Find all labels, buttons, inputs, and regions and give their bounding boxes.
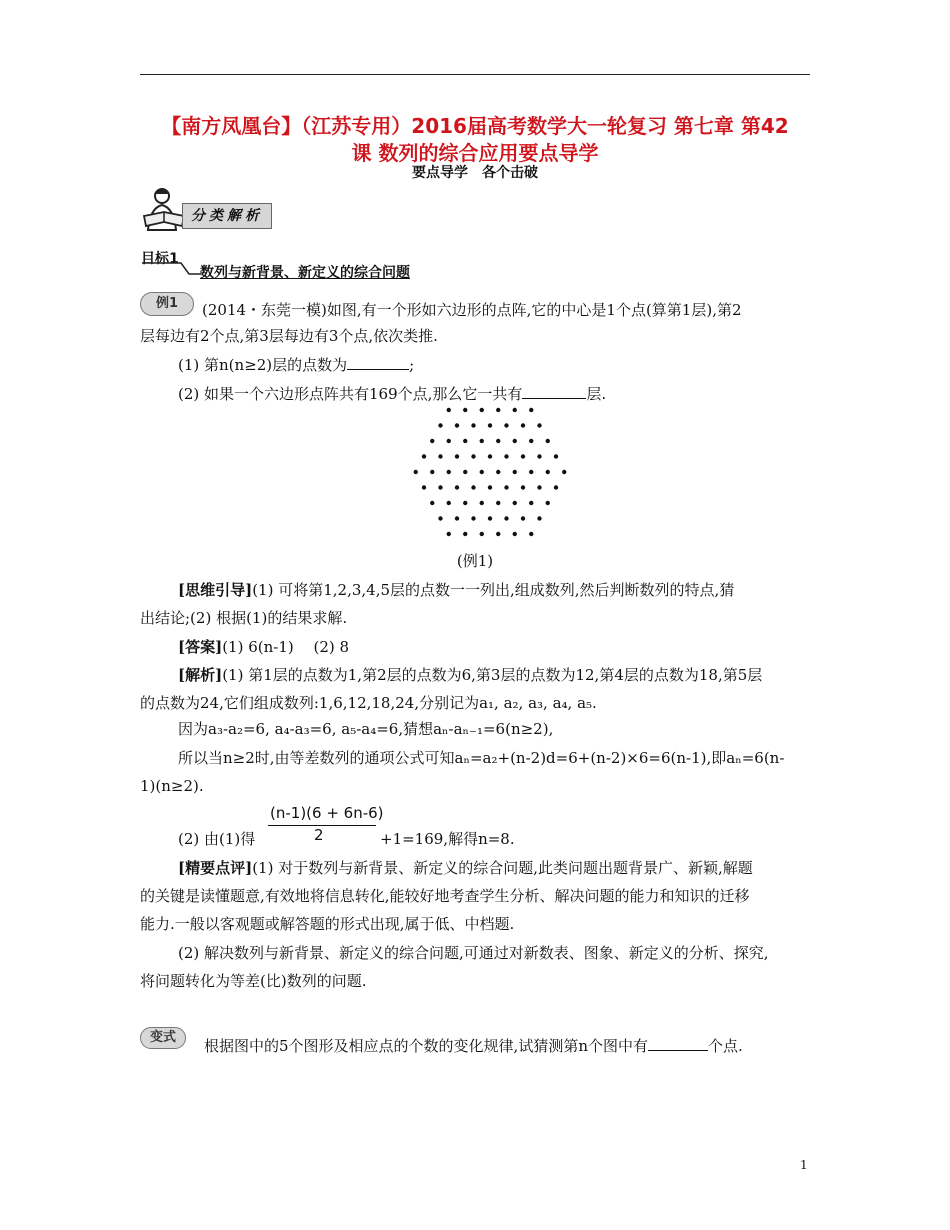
q1-end: ; xyxy=(409,356,415,374)
lattice-dot xyxy=(496,408,500,412)
analysis-line6-post: +1=169,解得n=8. xyxy=(380,830,515,848)
analysis-line6-pre: (2) 由(1)得 xyxy=(178,830,256,848)
answer-label: [答案] xyxy=(178,638,223,656)
analysis-line1 xyxy=(178,662,853,688)
thinking-label: [思维引导] xyxy=(178,581,253,599)
lattice-dot xyxy=(463,439,467,443)
lattice-dot xyxy=(529,408,533,412)
lattice-dot xyxy=(496,501,500,505)
lattice-dot xyxy=(504,516,508,520)
lattice-dot xyxy=(438,485,442,489)
lattice-dot xyxy=(513,470,517,474)
fraction-numerator: (n-1)(6 + 6n-6) xyxy=(270,804,384,822)
lattice-dot xyxy=(529,532,533,536)
lattice-dot xyxy=(496,532,500,536)
q1-answer-blank[interactable] xyxy=(347,355,409,370)
lattice-dot xyxy=(480,408,484,412)
analysis-label: [解析] xyxy=(178,666,223,684)
lattice-dot xyxy=(504,423,508,427)
thinking-line2: 出结论;(2) 根据(1)的结果求解. xyxy=(140,609,348,627)
comment-label: [精要点评] xyxy=(178,859,253,877)
lattice-dot xyxy=(513,439,517,443)
goal-tag: 目标1 xyxy=(141,251,179,267)
answer-line xyxy=(178,634,853,660)
q1-text: (1) 第n(n≥2)层的点数为 xyxy=(178,356,348,374)
goal-arrow-icon xyxy=(141,262,203,276)
analysis-text1: (1) 第1层的点数为1,第2层的点数为6,第3层的点数为12,第4层的点数为18,第5层 xyxy=(222,666,763,684)
lattice-dot xyxy=(554,454,558,458)
lattice-dot xyxy=(529,439,533,443)
lattice-dot xyxy=(488,423,492,427)
variant-end: 个点. xyxy=(707,1037,743,1055)
example-badge: 例1 xyxy=(140,292,194,316)
lattice-dot xyxy=(430,439,434,443)
lattice-dot xyxy=(422,485,426,489)
page-title-line1: 【南方凤凰台】（江苏专用）2016届高考数学大一轮复习 第七章 第42 xyxy=(161,114,789,138)
lattice-dot xyxy=(471,485,475,489)
lattice-dot xyxy=(438,454,442,458)
header-rule xyxy=(140,74,810,75)
lattice-dot xyxy=(455,485,459,489)
lattice-dot xyxy=(521,516,525,520)
thinking-text1: (1) 可将第1,2,3,4,5层的点数一一列出,组成数列,然后判断数列的特点,猜 xyxy=(252,581,735,599)
lattice-dot xyxy=(430,501,434,505)
lattice-dot xyxy=(480,501,484,505)
analysis-line2: 的点数为24,它们组成数列:1,6,12,18,24,分别记为a₁, a₂, a₃, a₄, a₅. xyxy=(140,694,597,712)
comment-line3: 能力.一般以客观题或解答题的形式出现,属于低、中档题. xyxy=(140,915,515,933)
lattice-dot xyxy=(471,454,475,458)
lattice-dot xyxy=(438,423,442,427)
lattice-dot xyxy=(488,454,492,458)
hexagon-dot-lattice-figure xyxy=(400,398,580,544)
lattice-dot xyxy=(504,485,508,489)
lattice-dot xyxy=(537,516,541,520)
variant-line xyxy=(204,1033,814,1059)
example-question-1 xyxy=(178,352,853,378)
lattice-dot xyxy=(537,454,541,458)
answer-text: (1) 6(n-1) (2) 8 xyxy=(222,638,350,656)
lattice-dot xyxy=(463,470,467,474)
comment-line5: 将问题转化为等差(比)数列的问题. xyxy=(140,972,367,990)
analysis-line5: 1)(n≥2). xyxy=(140,777,204,795)
lattice-dot xyxy=(513,408,517,412)
lattice-dot xyxy=(546,501,550,505)
lattice-dot xyxy=(546,470,550,474)
lattice-dot xyxy=(455,454,459,458)
lattice-dot xyxy=(488,485,492,489)
lattice-dot xyxy=(471,516,475,520)
lattice-dot xyxy=(496,439,500,443)
lattice-dot xyxy=(521,423,525,427)
q2-end: 层. xyxy=(586,385,607,403)
lattice-dot xyxy=(562,470,566,474)
lattice-dot xyxy=(521,454,525,458)
thinking-line1 xyxy=(178,577,853,603)
lattice-dot xyxy=(554,485,558,489)
lattice-dot xyxy=(480,470,484,474)
lattice-dot xyxy=(546,439,550,443)
analysis-line4: 所以当n≥2时,由等差数列的通项公式可知aₙ=a₂+(n-2)d=6+(n-2)×6=6(n-1),即aₙ=6(n- xyxy=(178,749,785,767)
comment-line2: 的关键是读懂题意,有效地将信息转化,能较好地考查学生分析、解决问题的能力和知识的迁移 xyxy=(140,887,750,905)
lattice-dot xyxy=(447,501,451,505)
lattice-dot xyxy=(447,408,451,412)
lattice-dot xyxy=(529,470,533,474)
example-intro-line2: 层每边有2个点,第3层每边有3个点,依次类推. xyxy=(140,327,438,345)
lattice-dot xyxy=(430,470,434,474)
lattice-dot xyxy=(480,532,484,536)
lattice-dot xyxy=(504,454,508,458)
variant-answer-blank[interactable] xyxy=(648,1036,708,1051)
lattice-dot xyxy=(488,516,492,520)
example-intro-line1: (2014・东莞一模)如图,有一个形如六边形的点阵,它的中心是1个点(算第1层),第2 xyxy=(202,301,742,319)
lattice-dot xyxy=(422,454,426,458)
lattice-dot xyxy=(447,470,451,474)
q2-answer-blank[interactable] xyxy=(522,384,586,399)
lattice-dot xyxy=(447,532,451,536)
lattice-dot xyxy=(455,516,459,520)
variant-badge: 变式 xyxy=(140,1027,186,1049)
variant-text: 根据图中的5个图形及相应点的个数的变化规律,试猜测第n个图中有 xyxy=(204,1037,648,1055)
lattice-dot xyxy=(463,532,467,536)
lattice-dot xyxy=(521,485,525,489)
lattice-dot xyxy=(447,439,451,443)
reading-student-icon xyxy=(140,186,188,232)
q2-text: (2) 如果一个六边形点阵共有169个点,那么它一共有 xyxy=(178,385,523,403)
lattice-dot xyxy=(537,485,541,489)
lattice-dot xyxy=(513,532,517,536)
lattice-dot xyxy=(529,501,533,505)
lattice-dot xyxy=(455,423,459,427)
page-title-line2: 课 数列的综合应用要点导学 xyxy=(351,141,599,165)
analysis-line3: 因为a₃-a₂=6, a₄-a₃=6, a₅-a₄=6,猜想aₙ-aₙ₋₁=6(n≥2), xyxy=(178,720,554,738)
comment-line4: (2) 解决数列与新背景、新定义的综合问题,可通过对新数表、图象、新定义的分析、探究, xyxy=(178,944,769,962)
lattice-dot xyxy=(496,470,500,474)
fraction-denominator: 2 xyxy=(314,826,324,844)
lattice-dot xyxy=(471,423,475,427)
lattice-dot xyxy=(463,501,467,505)
page-subtitle: 要点导学 各个击破 xyxy=(412,165,538,181)
comment-text1: (1) 对于数列与新背景、新定义的综合问题,此类问题出题背景广、新颖,解题 xyxy=(252,859,753,877)
figure-caption: (例1) xyxy=(456,552,494,570)
lattice-dot xyxy=(438,516,442,520)
lattice-dot xyxy=(537,423,541,427)
lattice-dot xyxy=(414,470,418,474)
lattice-dot xyxy=(480,439,484,443)
section-banner: 分类解析 xyxy=(182,203,272,229)
page-number: 1 xyxy=(800,1158,808,1172)
goal-title: 数列与新背景、新定义的综合问题 xyxy=(200,265,410,281)
comment-line1 xyxy=(178,855,853,881)
lattice-dot xyxy=(513,501,517,505)
lattice-dot xyxy=(463,408,467,412)
